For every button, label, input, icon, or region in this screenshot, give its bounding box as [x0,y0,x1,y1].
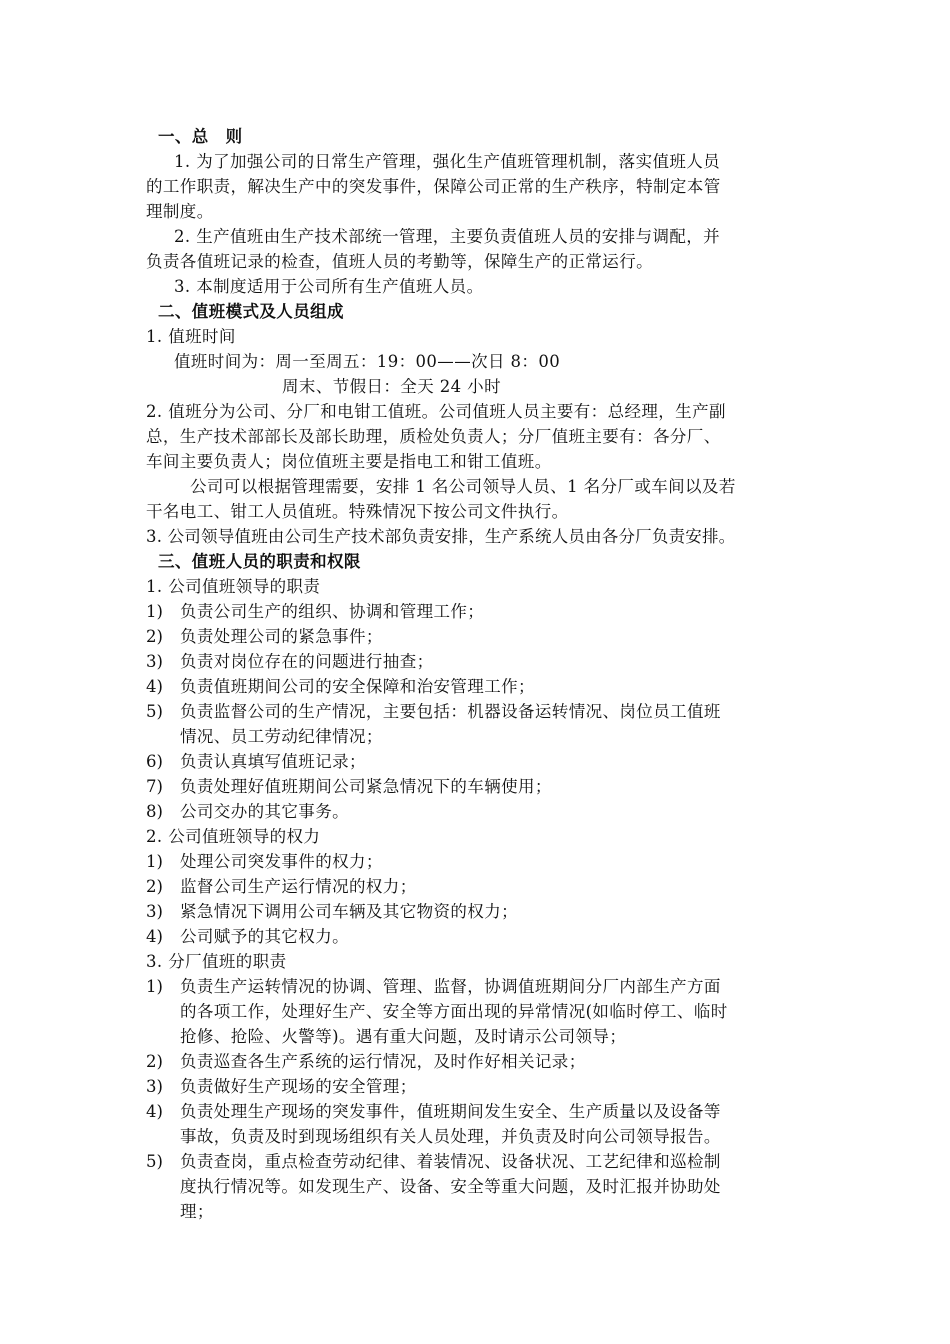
paragraph-line: 理制度。 [146,202,214,221]
subsection-heading: 2. 公司值班领导的权力 [146,827,321,846]
section-1-heading: 一、总 则 [158,127,243,146]
list-number: 1) [146,852,163,871]
list-number: 6) [146,752,163,771]
list-item: 处理公司突发事件的权力； [180,852,383,871]
paragraph-line: 的工作职责，解决生产中的突发事件，保障公司正常的生产秩序，特制定本管 [146,177,721,196]
list-number: 4) [146,1102,163,1121]
list-item: 负责认真填写值班记录； [180,752,366,771]
list-item-continuation: 的各项工作，处理好生产、安全等方面出现的异常情况(如临时停工、临时 [180,1002,728,1021]
list-item: 负责监督公司的生产情况，主要包括：机器设备运转情况、岗位员工值班 [180,702,721,721]
list-number: 2) [146,877,163,896]
list-item: 负责巡查各生产系统的运行情况，及时作好相关记录； [180,1052,586,1071]
paragraph-line: 2. 生产值班由生产技术部统一管理，主要负责值班人员的安排与调配，并 [174,227,721,246]
list-number: 3) [146,902,163,921]
list-item: 负责处理公司的紧急事件； [180,627,383,646]
list-number: 4) [146,677,163,696]
list-item: 负责处理生产现场的突发事件，值班期间发生安全、生产质量以及设备等 [180,1102,721,1121]
list-item: 负责对岗位存在的问题进行抽查； [180,652,434,671]
paragraph-line: 值班时间为：周一至周五：19：00——次日 8：00 [174,352,561,371]
paragraph-line: 周末、节假日：全天 24 小时 [282,377,501,396]
paragraph-line: 2. 值班分为公司、分厂和电钳工值班。公司值班人员主要有：总经理，生产副 [146,402,726,421]
list-item-continuation: 度执行情况等。如发现生产、设备、安全等重大问题，及时汇报并协助处 [180,1177,721,1196]
list-number: 3) [146,652,163,671]
paragraph-line: 负责各值班记录的检查，值班人员的考勤等，保障生产的正常运行。 [146,252,653,271]
list-number: 1) [146,977,163,996]
list-item: 负责公司生产的组织、协调和管理工作； [180,602,485,621]
list-number: 5) [146,1152,163,1171]
paragraph-line: 1. 为了加强公司的日常生产管理，强化生产值班管理机制，落实值班人员 [174,152,721,171]
list-item: 负责值班期间公司的安全保障和治安管理工作； [180,677,535,696]
subsection-heading: 1. 公司值班领导的职责 [146,577,321,596]
list-number: 7) [146,777,163,796]
list-item-continuation: 抢修、抢险、火警等)。遇有重大问题，及时请示公司领导； [180,1027,627,1046]
list-item: 负责做好生产现场的安全管理； [180,1077,417,1096]
list-number: 3) [146,1077,163,1096]
paragraph-line: 公司可以根据管理需要，安排 1 名公司领导人员、1 名分厂或车间以及若 [190,477,736,496]
paragraph-line: 总，生产技术部部长及部长助理，质检处负责人；分厂值班主要有：各分厂、 [146,427,721,446]
section-2-heading: 二、值班模式及人员组成 [158,302,344,321]
list-item-continuation: 事故，负责及时到现场组织有关人员处理，并负责及时向公司领导报告。 [180,1127,721,1146]
list-number: 2) [146,1052,163,1071]
paragraph-line: 车间主要负责人；岗位值班主要是指电工和钳工值班。 [146,452,552,471]
list-item-continuation: 情况、员工劳动纪律情况； [180,727,383,746]
list-number: 1) [146,602,163,621]
list-item-continuation: 理； [180,1202,214,1221]
list-item: 紧急情况下调用公司车辆及其它物资的权力； [180,902,518,921]
list-item: 监督公司生产运行情况的权力； [180,877,417,896]
paragraph-line: 1. 值班时间 [146,327,236,346]
paragraph-line: 3. 公司领导值班由公司生产技术部负责安排，生产系统人员由各分厂负责安排。 [146,527,736,546]
list-item: 公司交办的其它事务。 [180,802,349,821]
list-number: 4) [146,927,163,946]
section-3-heading: 三、值班人员的职责和权限 [158,552,361,571]
list-item: 公司赋予的其它权力。 [180,927,349,946]
paragraph-line: 3. 本制度适用于公司所有生产值班人员。 [174,277,484,296]
paragraph-line: 干名电工、钳工人员值班。特殊情况下按公司文件执行。 [146,502,569,521]
subsection-heading: 3. 分厂值班的职责 [146,952,287,971]
list-number: 2) [146,627,163,646]
list-number: 8) [146,802,163,821]
list-item: 负责生产运转情况的协调、管理、监督，协调值班期间分厂内部生产方面 [180,977,721,996]
list-number: 5) [146,702,163,721]
list-item: 负责处理好值班期间公司紧急情况下的车辆使用； [180,777,552,796]
list-item: 负责查岗，重点检查劳动纪律、着装情况、设备状况、工艺纪律和巡检制 [180,1152,721,1171]
